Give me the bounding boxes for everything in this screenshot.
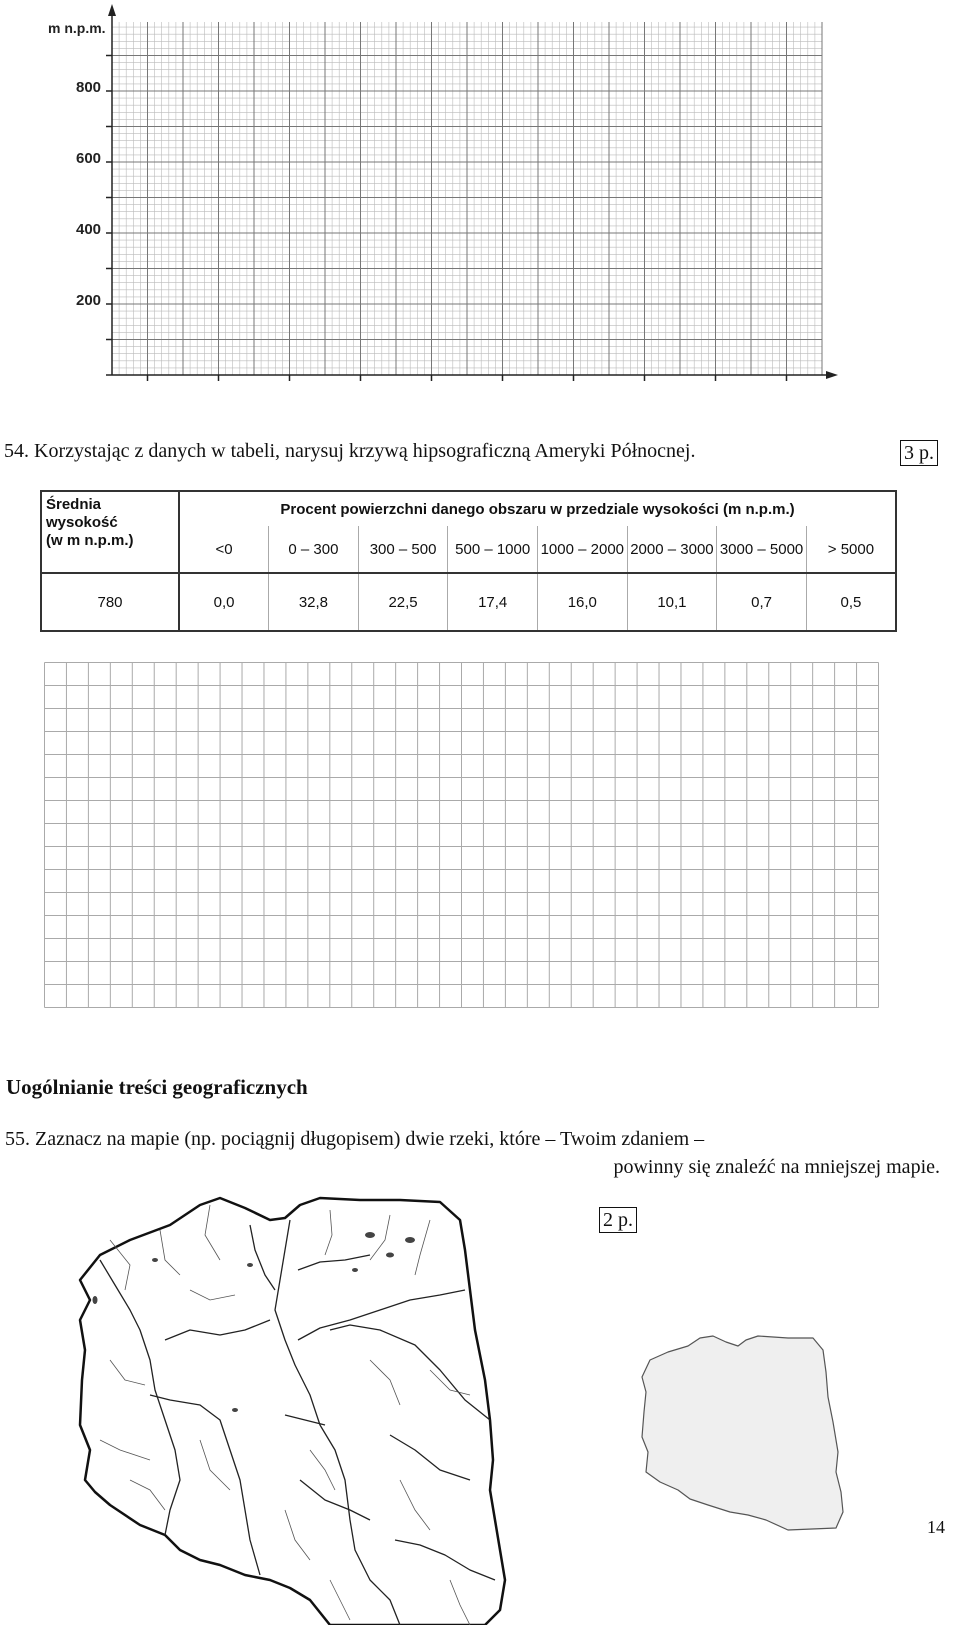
range-header: > 5000	[806, 526, 896, 573]
percent-value: 0,0	[179, 573, 269, 631]
mean-height-header: Średnia wysokość (w m n.p.m.)	[41, 491, 179, 573]
range-header: 500 – 1000	[448, 526, 538, 573]
x-axis-arrow-icon	[826, 371, 838, 379]
percent-value: 0,7	[717, 573, 807, 631]
poland-outline-map	[638, 1332, 848, 1532]
y-tick-label: 400	[76, 221, 102, 238]
question-55-points: 2 p.	[599, 1207, 637, 1233]
question-54-text: 54. Korzystając z danych w tabeli, narysuj krzywą hipsograficzną Ameryki Północnej.	[4, 440, 696, 462]
section-title: Uogólnianie treści geograficznych	[6, 1075, 308, 1099]
y-axis-unit: m n.p.m.	[48, 20, 106, 36]
percent-value: 32,8	[269, 573, 359, 631]
y-tick-label: 200	[76, 292, 102, 309]
percent-value: 17,4	[448, 573, 538, 631]
poland-outline	[642, 1336, 843, 1530]
y-tick-label: 800	[76, 79, 102, 96]
poland-rivers-map[interactable]	[70, 1180, 510, 1625]
percent-value: 10,1	[627, 573, 717, 631]
hypsometry-data-table	[40, 490, 897, 632]
area-percent-header: Procent powierzchni danego obszaru w przedziale wysokości (m n.p.m.)	[179, 491, 896, 526]
percent-value: 22,5	[358, 573, 448, 631]
question-54-points: 3 p.	[900, 440, 938, 466]
y-axis-arrow-icon	[108, 4, 116, 16]
mean-height-value: 780	[41, 573, 179, 631]
page-number: 14	[927, 1517, 945, 1537]
percent-value: 0,5	[806, 573, 896, 631]
y-tick-label: 600	[76, 150, 102, 167]
range-header: 0 – 300	[269, 526, 359, 573]
range-header: 3000 – 5000	[717, 526, 807, 573]
poland-border	[80, 1198, 505, 1625]
question-55-text-line2: powinny się znaleźć na mniejszej mapie.	[613, 1156, 940, 1178]
question-55-text-line1: 55. Zaznacz na mapie (np. pociągnij długopisem) dwie rzeki, które – Twoim zdaniem –	[5, 1128, 705, 1150]
range-header: <0	[179, 526, 269, 573]
answer-grid[interactable]	[44, 662, 911, 1014]
range-header: 300 – 500	[358, 526, 448, 573]
hypsographic-graph-paper[interactable]	[40, 0, 870, 400]
percent-value: 16,0	[538, 573, 628, 631]
range-header: 1000 – 2000	[538, 526, 628, 573]
range-header: 2000 – 3000	[627, 526, 717, 573]
